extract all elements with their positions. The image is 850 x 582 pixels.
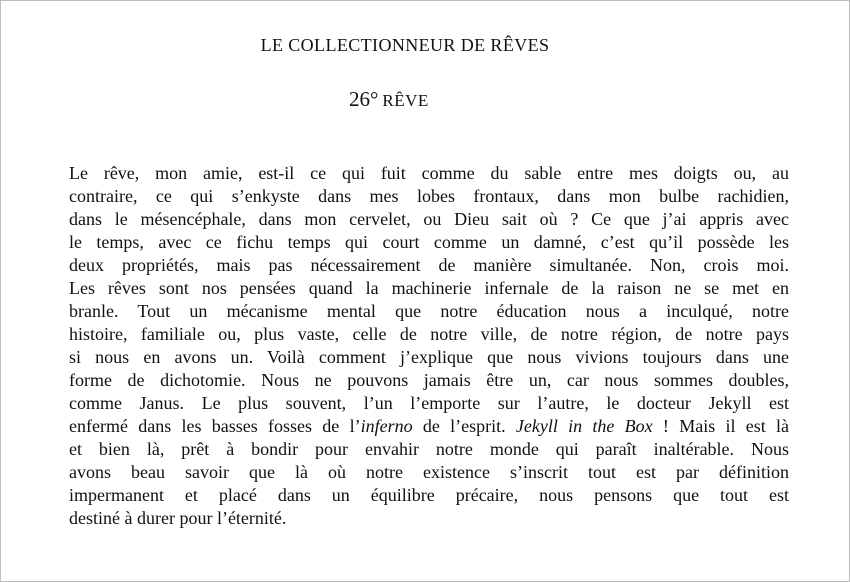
text-segment: ! Mais il est là [652, 416, 790, 436]
chapter-label: RÊVE [382, 91, 429, 110]
text-line: dans le mésencéphale, dans mon cervelet, ou Dieu sait où ? Ce que j’ai appris avec [69, 209, 789, 229]
text-line: comme Janus. Le plus souvent, l’un l’emporte sur l’autre, le docteur Jekyll est [69, 393, 789, 413]
text-line-with-italics [69, 415, 789, 438]
text-line: histoire, familiale ou, plus vaste, celle de notre ville, de notre région, de notre pays [69, 324, 789, 344]
text-line: deux propriétés, mais pas nécessairement de manière simultanée. Non, crois moi. [69, 255, 789, 275]
body-paragraph [69, 162, 789, 530]
text-segment: de l’esprit. [412, 416, 516, 436]
italic-title-jekyll: Jekyll in the Box [515, 416, 653, 436]
text-line: contraire, ce qui s’enkyste dans mes lobes frontaux, dans mon bulbe rachidien, [69, 186, 789, 206]
text-line: et bien là, prêt à bondir pour envahir notre monde qui paraît inaltérable. Nous [69, 439, 789, 459]
chapter-number: 26° [349, 87, 379, 111]
text-line: branle. Tout un mécanisme mental que notre éducation nous a inculqué, notre [69, 301, 789, 321]
text-line-last: destiné à durer pour l’éternité. [69, 508, 287, 528]
text-line: impermanent et placé dans un équilibre précaire, nous pensons que tout est [69, 485, 789, 505]
text-line: forme de dichotomie. Nous ne pouvons jamais être un, car nous sommes doubles, [69, 370, 789, 390]
text-line: avons beau savoir que là où notre existence s’inscrit tout est par définition [69, 462, 789, 482]
text-line: si nous en avons un. Voilà comment j’explique que nous vivions toujours dans une [69, 347, 789, 367]
text-line: Le rêve, mon amie, est-il ce qui fuit comme du sable entre mes doigts ou, au [69, 163, 789, 183]
italic-term-inferno: inferno [360, 416, 413, 436]
text-line: Les rêves sont nos pensées quand la machinerie infernale de la raison ne se met en [69, 278, 789, 298]
text-line: le temps, avec ce fichu temps qui court comme un damné, c’est qu’il possède les [69, 232, 789, 252]
chapter-heading [349, 87, 429, 112]
text-segment: enfermé dans les basses fosses de l’ [69, 416, 361, 436]
book-title: LE COLLECTIONNEUR DE RÊVES [260, 35, 550, 55]
